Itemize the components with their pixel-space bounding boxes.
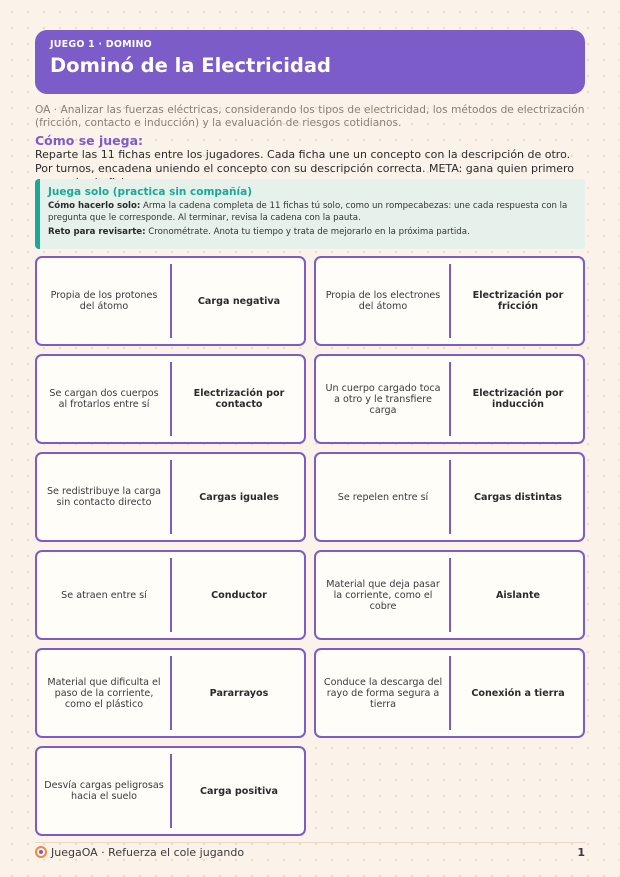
tile-concept: Cargas distintas [474, 491, 562, 503]
tile-concept: Conductor [211, 589, 267, 601]
domino-tile [314, 354, 585, 444]
tile-concept: Pararrayos [209, 687, 269, 699]
tile-concept: Carga positiva [200, 785, 278, 797]
solo-challenge-text: Cronométrate. Anota tu tiempo y trata de mejorarlo en la próxima partida. [145, 227, 470, 237]
tile-description: Se redistribuye la carga sin contacto directo [46, 486, 162, 508]
page-number: 1 [577, 845, 585, 859]
tile-concept: Conexión a tierra [471, 687, 565, 699]
tile-description: Se atraen entre sí [61, 589, 147, 601]
domino-tile [35, 452, 306, 542]
tile-concept: Carga negativa [197, 295, 281, 307]
tile-description: Material que dificulta el paso de la corriente, como el plástico [47, 676, 161, 710]
domino-tile [35, 648, 306, 738]
tile-description: Desvía cargas peligrosas hacia el suelo [44, 780, 164, 802]
tile-description: Conduce la descarga del rayo de forma segura a tierra [323, 676, 443, 710]
footer-divider [35, 842, 585, 843]
solo-how-label: Cómo hacerlo solo: [48, 201, 141, 211]
domino-tile [35, 746, 306, 836]
tile-description: Se repelen entre sí [337, 491, 429, 503]
page-header [35, 30, 585, 94]
page-title: Dominó de la Electricidad [50, 54, 331, 77]
game-kicker: JUEGO 1 · DOMINO [50, 39, 152, 50]
tile-description: Material que deja pasar la corriente, como el cobre [326, 578, 440, 612]
solo-challenge-label: Reto para revisarte: [48, 227, 146, 237]
tile-description: Propia de los protones del átomo [50, 290, 158, 312]
learning-objective: OA · Analizar las fuerzas eléctricas, considerando los tipos de electricidad, los métodos de electrización (fricción, contacto e inducción) y la evaluación de riesgos cotidianos. [35, 104, 585, 129]
tile-concept: Electrización por fricción [472, 290, 564, 312]
tile-concept: Electrización por contacto [193, 388, 285, 410]
tile-description: Se cargan dos cuerpos al frotarlos entre sí [49, 388, 159, 410]
domino-tile [35, 550, 306, 640]
solo-how-text: Arma la cadena completa de 11 fichas tú solo, como un rompecabezas: une cada respuesta con la pregunta que le corresponde. Al terminar, revisa la cadena con la pauta. [48, 201, 568, 223]
page-footer [35, 844, 585, 860]
tile-concept: Cargas iguales [199, 491, 279, 503]
footer-brand: JuegaOA · Refuerza el cole jugando [51, 845, 245, 859]
how-to-play-text: Reparte las 11 fichas entre los jugadores. Cada ficha une un concepto con la descripción de otro. Por turnos, encadena uniendo el concepto con su descripción correcta. META: gana quien primero [35, 148, 575, 175]
tile-description: Un cuerpo cargado toca a otro y le transfiere carga [325, 382, 441, 416]
domino-tile [35, 256, 306, 346]
tile-description: Propia de los electrones del átomo [325, 290, 441, 312]
domino-tile [314, 452, 585, 542]
solo-how-paragraph [48, 201, 575, 224]
solo-challenge-paragraph [48, 227, 575, 239]
tile-concept: Electrización por inducción [472, 388, 564, 410]
domino-tile [314, 256, 585, 346]
domino-tile [314, 648, 585, 738]
domino-tile [35, 354, 306, 444]
tile-concept: Aislante [495, 589, 541, 601]
how-to-play-heading: Cómo se juega: [35, 133, 144, 148]
solo-play-heading: Juega solo (practica sin compañía) [48, 186, 252, 198]
brand-logo-icon [35, 846, 47, 858]
domino-tile [314, 550, 585, 640]
solo-play-box [35, 179, 585, 249]
